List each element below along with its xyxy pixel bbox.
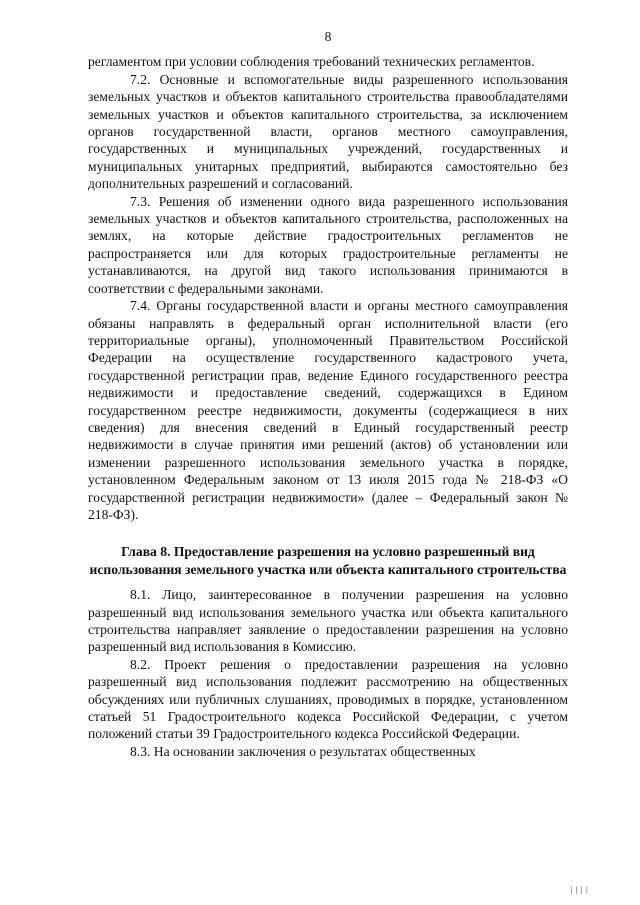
page-number: 8 [324,29,332,44]
paragraph-7-3: 7.3. Решения об изменении одного вида разрешенного использования земельных участков и объектов капитального строительства, расположенных на землях, на которые действие градостроительных регламентов не распространяется или для которых градостроительные регламенты не устанавливаются, на другой вид такого использования принимаются в соответствии с федеральными законами. [88,193,568,296]
paragraph-8-3: 8.3. На основании заключения о результатах общественных [130,743,476,759]
paragraph-8-2: 8.2. Проект решения о предоставлении разрешения на условно разрешенный вид использования подлежит рассмотрению на общественных обсуждениях или публичных слушаниях, проводимых в порядке, установленном статьей 51 Градостроительного кодекса Российской Федерации, с учетом положений статьи 39 Градостроительного кодекса Российской Федерации. [88,656,568,742]
corner-mark: |||| [569,885,590,894]
paragraph-8-1: 8.1. Лицо, заинтересованное в получении разрешения на условно разрешенный вид использования земельного участка или объекта капитального строительства направляет заявление о предоставлении разрешения на условно разрешенный вид использования в Комиссию. [88,587,568,655]
paragraph: регламентом при условии соблюдения требований технических регламентов. [88,54,535,70]
chapter-heading: Глава 8. Предоставление разрешения на условно разрешенный вид использования земельного участка или объекта капитального строительства [89,544,567,577]
paragraph-7-2: 7.2. Основные и вспомогательные виды разрешенного использования земельных участков и объектов капитального строительства правообладателями земельных участков и объектов капитального строительства, за исключением органов государственной власти, органов местного самоуправления, государственных и муниципальных учреждений, государственных и муниципальных унитарных предприятий, выбираются самостоятельно без дополнительных разрешений и согласований. [88,71,568,192]
paragraph-7-4: 7.4. Органы государственной власти и органы местного самоуправления обязаны направлять в федеральный орган исполнительной власти (его территориальные органы), уполномоченный Правительством Российской Федерации на осуществление государственного кадастрового учета, государственной регистрации прав, ведение Единого государственного реестра недвижимости и предоставление сведений, содержащихся в Едином государственном реестре недвижимости, документы (содержащиеся в них сведения) для внесения сведений в Единый государственный реестр недвижимости в случае принятия ими решений (актов) об установлении или изменении разрешенного использования земельного участка в порядке, установленном Федеральным законом от 13 июля 2015 года № 218-ФЗ «О государственной регистрации недвижимости» (далее – Федеральный закон № 218-ФЗ). [88,298,568,522]
